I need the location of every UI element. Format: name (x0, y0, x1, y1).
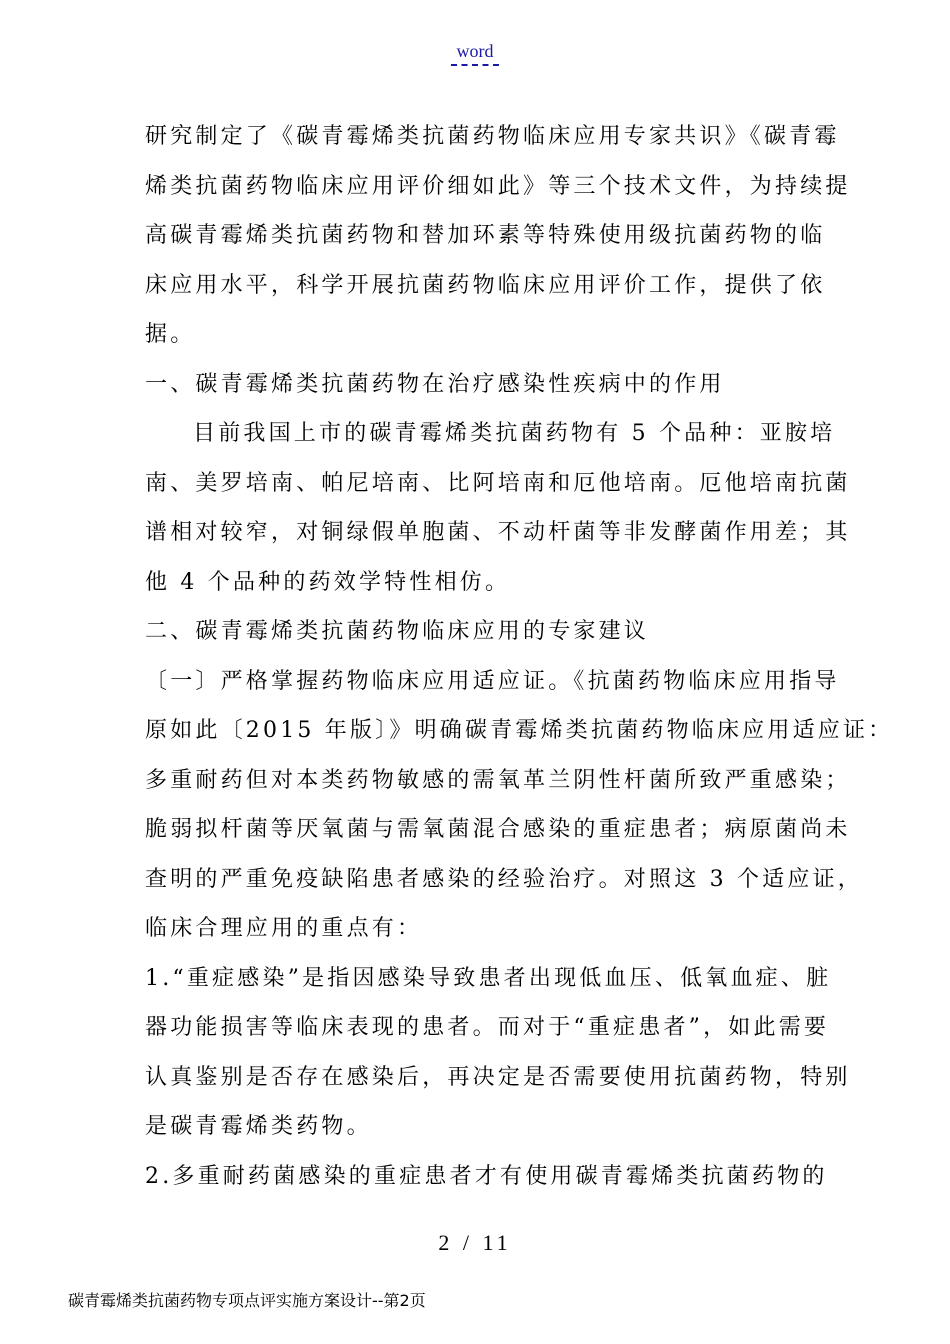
text-line: 烯类抗菌药物临床应用评价细如此》等三个技术文件，为持续提 (145, 173, 851, 199)
text-line: 〔一〕严格掌握药物临床应用适应证。《抗菌药物临床应用指导 (145, 668, 840, 694)
text-line: 查明的严重免疫缺陷患者感染的经验治疗。对照这 3 个适应证， (145, 866, 863, 892)
paragraph-indications (145, 657, 894, 954)
page-footer: 碳青霉烯类抗菌药物专项点评实施方案设计--第2页 (68, 1291, 426, 1310)
heading-text: 二、碳青霉烯类抗菌药物临床应用的专家建议 (145, 619, 650, 644)
section-heading-2 (145, 607, 810, 657)
section-heading-1 (145, 360, 810, 410)
text-line: 多重耐药但对本类药物敏感的需氧革兰阴性杆菌所致严重感染； (145, 767, 851, 793)
text-line: 目前我国上市的碳青霉烯类抗菌药物有 5 个品种：亚胺培 (193, 421, 836, 446)
heading-text: 一、碳青霉烯类抗菌药物在治疗感染性疾病中的作用 (145, 371, 725, 397)
text-line: 南、美罗培南、帕尼培南、比阿培南和厄他培南。厄他培南抗菌 (145, 470, 851, 496)
header-dashed-underline (451, 64, 499, 66)
header-label: word (456, 41, 494, 61)
text-line: 认真鉴别是否存在感染后，再决定是否需要使用抗菌药物，特别 (145, 1064, 851, 1090)
text-line: 临床合理应用的重点有： (145, 916, 423, 941)
page-header (0, 40, 950, 66)
paragraph-varieties (145, 409, 851, 607)
text-line: 1.“重症感染”是指因感染导致患者出现低血压、低氧血症、脏 (145, 965, 832, 991)
text-line: 2.多重耐药菌感染的重症患者才有使用碳青霉烯类抗菌药物的 (145, 1163, 828, 1189)
page-number: 2 / 11 (438, 1230, 512, 1255)
text-line: 他 4 个品种的药效学特性相仿。 (145, 569, 511, 595)
paragraph-point-1 (145, 954, 851, 1152)
text-line: 是碳青霉烯类药物。 (145, 1114, 372, 1139)
text-line: 研究制定了《碳青霉烯类抗菌药物临床应用专家共识》《碳青霉 (145, 124, 840, 149)
text-line: 高碳青霉烯类抗菌药物和替加环素等特殊使用级抗菌药物的临 (145, 223, 826, 248)
text-line: 器功能损害等临床表现的患者。而对于“重症患者”，如此需要 (145, 1015, 830, 1040)
paragraph-intro-continuation (145, 112, 851, 360)
text-line: 脆弱拟杆菌等厌氧菌与需氧菌混合感染的重症患者；病原菌尚未 (145, 817, 851, 842)
text-line: 据。 (145, 322, 196, 347)
text-line: 谱相对较窄，对铜绿假单胞菌、不动杆菌等非发酵菌作用差；其 (145, 520, 851, 545)
paragraph-point-2 (145, 1152, 828, 1202)
document-body (145, 112, 894, 1201)
text-line: 床应用水平，科学开展抗菌药物临床应用评价工作，提供了依 (145, 272, 826, 298)
text-line: 原如此〔2015 年版〕》明确碳青霉烯类抗菌药物临床应用适应证： (145, 718, 894, 743)
